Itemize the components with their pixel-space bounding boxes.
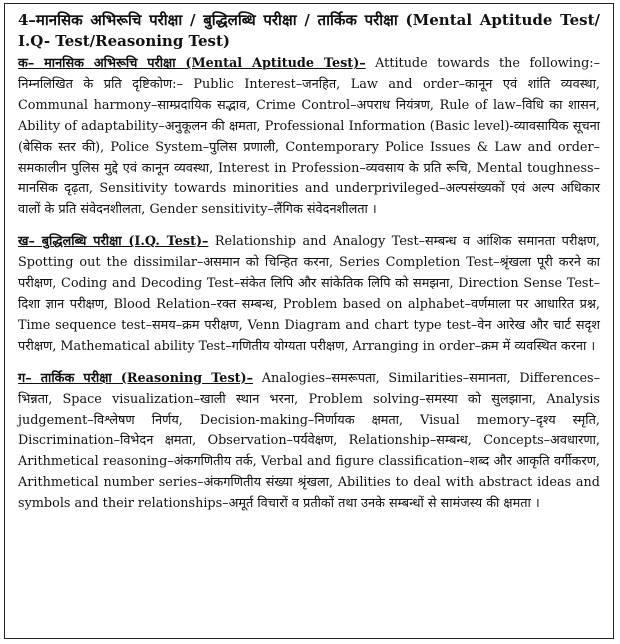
section-body: Analogies–समरूपता, Similarities–समानता, Differences–भिन्नता, Space visualization–खाली स्थान भरना, Problem solving–समस्या को सुलझाना, Analysis judgement–विश्लेषण निर्णय, Decision-making–निर्णायक क्षमता, Visual memory–दृश्य स्मृति, Discrimination–विभेदन क्षमता, Observation–पर्यवेक्षण, Relationship–सम्बन्ध, Concepts–अवधारणा, Arithmetical reasoning–अंकगणितीय तर्क, Verbal and figure classification–शब्द और आकृति वर्गीकरण, Arithmetical number series–अंकगणितीय संख्या श्रृंखला, Abilities to deal with abstract ideas and symbols and their relationships–अमूर्त विचारों व प्रतीकों तथा उनके सम्बन्धों से सामंजस्य की क्षमता । [18, 370, 600, 512]
section-iq-test [18, 232, 600, 357]
section-body: Attitude towards the following:–निम्नलिखित के प्रति दृष्टिकोण:– Public Interest–जनहित, Law and order–कानून एवं शांति व्यवस्था, Communal harmony–साम्प्रदायिक सद्भाव, Crime Control–अपराध नियंत्रण, Rule of law–विधि का शासन, Ability of adaptability–अनुकूलन की क्षमता, Professional Information (Basic level)-व्यावसायिक सूचना (बेसिक स्तर की), Police System–पुलिस प्रणाली, Contemporary Police Issues & Law and order–समकालीन पुलिस मुद्दे एवं कानून व्यवस्था, Interest in Profession–व्यवसाय के प्रति रूचि, Mental toughness–मानसिक दृढ़ता, Sensitivity towards minorities and underprivileged–अल्पसंख्यकों एवं अल्प अधिकार वालों के प्रति संवेदनशीलता, Gender sensitivity–लैंगिक संवेदनशीलता । [18, 56, 600, 218]
section-heading: ख– बुद्धिलब्धि परीक्षा (I.Q. Test)– [18, 234, 209, 250]
document-body [18, 10, 600, 515]
section-heading: ग– तार्किक परीक्षा (Reasoning Test)– [18, 370, 254, 386]
section-reasoning-test [18, 369, 600, 515]
document-title: 4–मानसिक अभिरूचि परीक्षा / बुद्धिलब्धि परीक्षा / तार्किक परीक्षा (Mental Aptitude Test/ I.Q- Test/Reasoning Test) [18, 11, 600, 50]
section-mental-aptitude [18, 54, 600, 221]
section-heading: क– मानसिक अभिरूचि परीक्षा (Mental Aptitude Test)– [18, 56, 366, 71]
section-body: Relationship and Analogy Test–सम्बन्ध व आंशिक समानता परीक्षण, Spotting out the dissimilar–असमान को चिन्हित करना, Series Completion Test–श्रृंखला पूरी करने का परीक्षण, Coding and Decoding Test–संकेत लिपि और सांकेतिक लिपि को समझना, Direction Sense Test–दिशा ज्ञान परीक्षण, Blood Relation–रक्त सम्बन्ध, Problem based on alphabet–वर्णमाला पर आधारित प्रश्न, Time sequence test–समय–क्रम परीक्षण, Venn Diagram and chart type test–वेन आरेख और चार्ट सदृश परीक्षण, Mathematical ability Test–गणितीय योग्यता परीक्षण, Arranging in order–क्रम में व्यवस्थित करना । [18, 234, 600, 354]
